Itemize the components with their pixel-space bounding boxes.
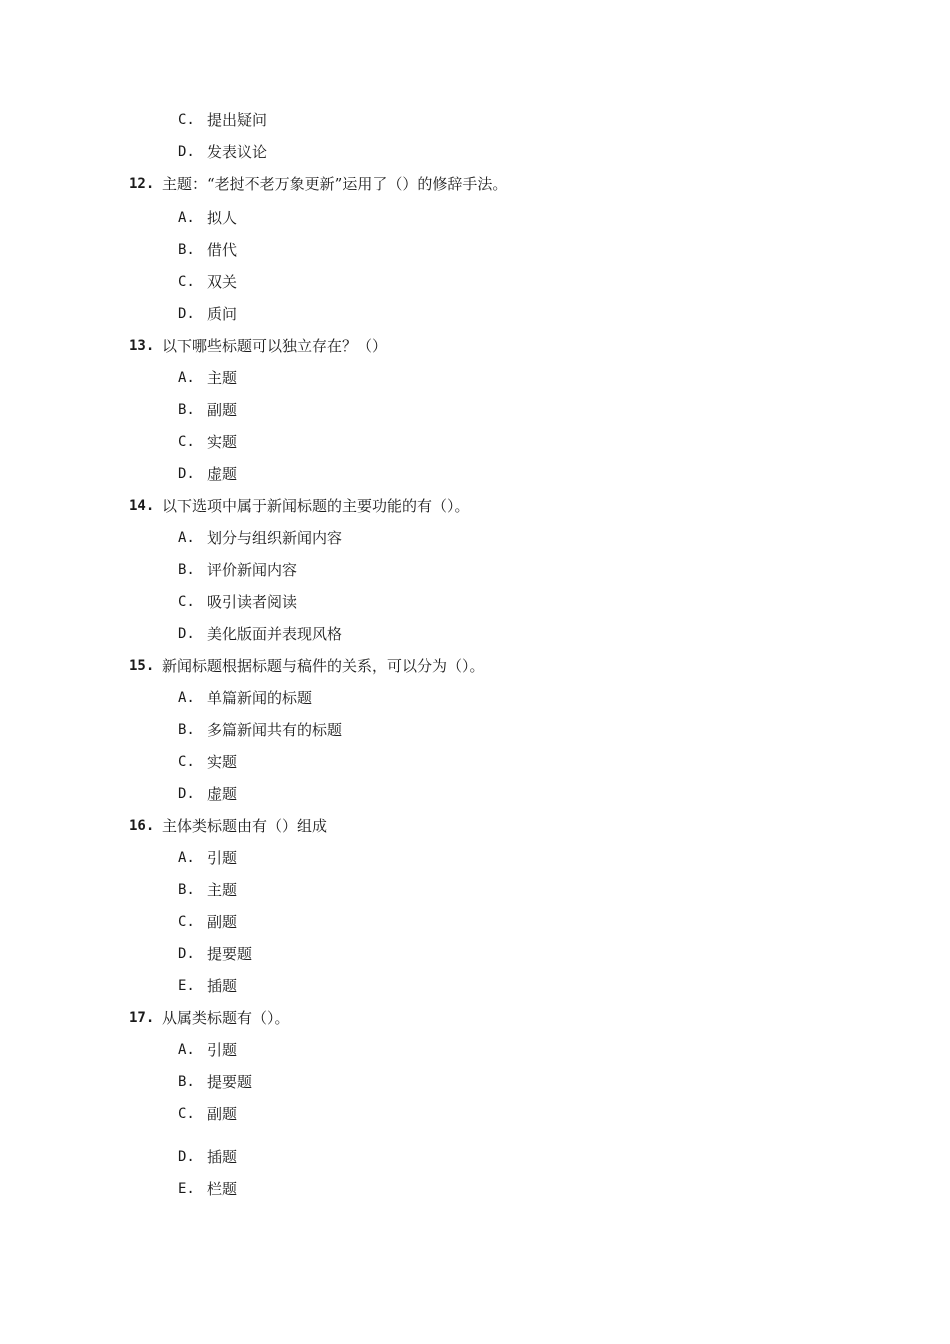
- option-line: [0, 721, 950, 741]
- option-letter: A.: [178, 850, 195, 866]
- option-text: 双关: [207, 273, 238, 291]
- option-text: 主题: [207, 881, 238, 899]
- option-letter: A.: [178, 1042, 195, 1058]
- option-line: [0, 561, 950, 581]
- option-letter: A.: [178, 370, 195, 386]
- option-letter: E.: [178, 1181, 195, 1197]
- option-text: 单篇新闻的标题: [207, 689, 313, 707]
- question-text: 主题：“老挝不老万象更新”运用了（）的修辞手法。: [162, 175, 508, 193]
- option-text: 美化版面并表现风格: [207, 625, 343, 643]
- option-text: 实题: [207, 753, 238, 771]
- option-letter: D.: [178, 144, 195, 160]
- option-line: [0, 977, 950, 997]
- option-line: [0, 945, 950, 965]
- option-text: 虚题: [207, 785, 238, 803]
- question-number: 16.: [129, 818, 155, 834]
- option-letter: E.: [178, 978, 195, 994]
- option-line: [0, 241, 950, 261]
- option-line: [0, 433, 950, 453]
- question-line: [0, 657, 950, 677]
- option-text: 提出疑问: [207, 111, 268, 129]
- option-line: [0, 273, 950, 293]
- option-letter: B.: [178, 242, 195, 258]
- option-letter: C.: [178, 274, 195, 290]
- option-line: [0, 305, 950, 325]
- option-text: 引题: [207, 1041, 238, 1059]
- option-text: 评价新闻内容: [207, 561, 298, 579]
- option-text: 插题: [207, 977, 238, 995]
- option-text: 实题: [207, 433, 238, 451]
- option-text: 引题: [207, 849, 238, 867]
- option-text: 栏题: [207, 1180, 238, 1198]
- option-line: [0, 625, 950, 645]
- question-number: 12.: [129, 176, 155, 192]
- option-line: [0, 1073, 950, 1093]
- option-letter: D.: [178, 466, 195, 482]
- option-letter: A.: [178, 210, 195, 226]
- option-line: [0, 849, 950, 869]
- option-text: 插题: [207, 1148, 238, 1166]
- question-text: 从属类标题有（）。: [162, 1009, 290, 1027]
- option-line: [0, 1180, 950, 1200]
- option-letter: C.: [178, 112, 195, 128]
- question-text: 主体类标题由有（）组成: [162, 817, 328, 835]
- question-line: [0, 817, 950, 837]
- option-line: [0, 401, 950, 421]
- option-text: 吸引读者阅读: [207, 593, 298, 611]
- question-number: 15.: [129, 658, 155, 674]
- question-line: [0, 175, 950, 195]
- option-text: 虚题: [207, 465, 238, 483]
- option-text: 副题: [207, 401, 238, 419]
- question-text: 以下哪些标题可以独立存在？（）: [162, 337, 388, 355]
- option-letter: C.: [178, 914, 195, 930]
- option-line: [0, 593, 950, 613]
- question-line: [0, 1009, 950, 1029]
- option-letter: D.: [178, 786, 195, 802]
- option-letter: C.: [178, 594, 195, 610]
- option-line: [0, 369, 950, 389]
- question-number: 17.: [129, 1010, 155, 1026]
- option-letter: B.: [178, 722, 195, 738]
- option-line: [0, 1041, 950, 1061]
- option-text: 发表议论: [207, 143, 268, 161]
- question-number: 13.: [129, 338, 155, 354]
- option-line: [0, 881, 950, 901]
- option-letter: D.: [178, 306, 195, 322]
- option-text: 提要题: [207, 1073, 253, 1091]
- question-line: [0, 337, 950, 357]
- question-number: 14.: [129, 498, 155, 514]
- option-line: [0, 689, 950, 709]
- option-text: 划分与组织新闻内容: [207, 529, 343, 547]
- option-letter: D.: [178, 1149, 195, 1165]
- option-letter: B.: [178, 562, 195, 578]
- option-letter: B.: [178, 882, 195, 898]
- option-line: [0, 1148, 950, 1168]
- option-line: [0, 465, 950, 485]
- option-text: 副题: [207, 1105, 238, 1123]
- option-letter: A.: [178, 690, 195, 706]
- option-text: 借代: [207, 241, 238, 259]
- option-letter: C.: [178, 1106, 195, 1122]
- option-letter: B.: [178, 402, 195, 418]
- option-letter: B.: [178, 1074, 195, 1090]
- option-line: [0, 785, 950, 805]
- option-line: [0, 111, 950, 131]
- question-line: [0, 497, 950, 517]
- option-line: [0, 529, 950, 549]
- option-line: [0, 209, 950, 229]
- option-text: 多篇新闻共有的标题: [207, 721, 343, 739]
- option-letter: D.: [178, 626, 195, 642]
- question-text: 以下选项中属于新闻标题的主要功能的有（）。: [162, 497, 470, 515]
- option-letter: C.: [178, 754, 195, 770]
- option-letter: A.: [178, 530, 195, 546]
- option-line: [0, 913, 950, 933]
- option-text: 主题: [207, 369, 238, 387]
- option-text: 拟人: [207, 209, 238, 227]
- option-line: [0, 1105, 950, 1125]
- option-letter: C.: [178, 434, 195, 450]
- option-text: 提要题: [207, 945, 253, 963]
- option-text: 副题: [207, 913, 238, 931]
- option-line: [0, 753, 950, 773]
- option-text: 质问: [207, 305, 238, 323]
- option-letter: D.: [178, 946, 195, 962]
- question-text: 新闻标题根据标题与稿件的关系，可以分为（）。: [162, 657, 485, 675]
- option-line: [0, 143, 950, 163]
